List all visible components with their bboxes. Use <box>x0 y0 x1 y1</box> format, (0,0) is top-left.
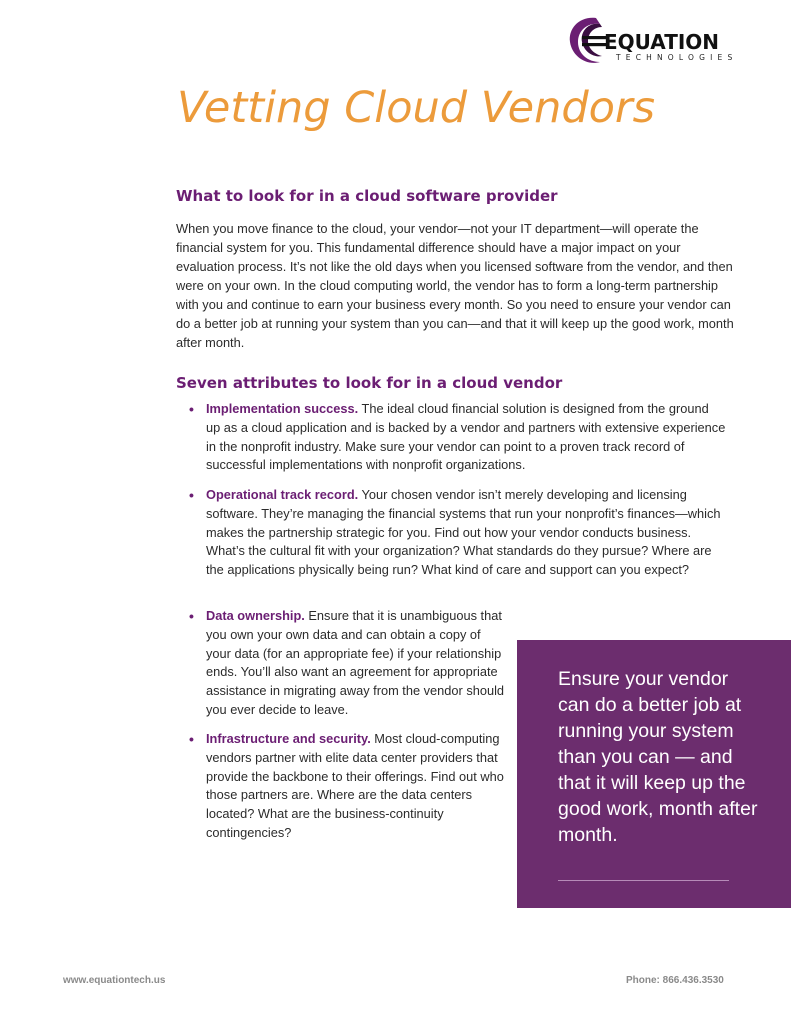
brand-logo <box>566 14 746 70</box>
list-item <box>189 607 506 720</box>
bullet-lead: Data ownership. <box>206 608 305 623</box>
section2-heading: Seven attributes to look for in a cloud vendor <box>176 374 563 392</box>
list-item <box>189 400 726 475</box>
brand-name: EQUATION <box>604 30 720 54</box>
list-item <box>189 730 506 843</box>
bullet-text: The ideal cloud financial solution is designed from the ground up as a cloud application and is backed by a vendor and partners with extensive experience in the nonprofit industry. Make sure your vendor can point to a proven track record of successful implementations with nonprofit organizations. <box>206 401 726 473</box>
footer-phone: Phone: 866.436.3530 <box>626 975 724 986</box>
bullet-text: Ensure that it is unambiguous that you own your own data and can obtain a copy of your data (for an appropriate fee) if your relationship ends. You’ll also want an agreement for appropriate assistance in migrating away from the vendor should you ever decide to leave. <box>206 608 505 717</box>
pull-quote-text: Ensure your vendor can do a better job at running your system than you can — and that it will keep up the good work, month after month. <box>558 668 758 846</box>
list-item <box>189 486 726 580</box>
section1-heading: What to look for in a cloud software provider <box>176 187 558 205</box>
bullet-lead: Operational track record. <box>206 487 359 502</box>
section1-body: When you move finance to the cloud, your vendor—not your IT department—will operate the financial system for you. This fundamental difference should have a major impact on your evaluation process. It’s not like the old days when you licensed software from the vendor, and then were on your own. In the cloud computing world, the vendor has to form a long-term partnership with you and continue to earn your business every month. So you need to ensure your vendor can do a better job at running your system than you can—and that it will keep up the good work, month after month. <box>176 221 734 350</box>
bullet-lead: Infrastructure and security. <box>206 731 371 746</box>
bullet-text: Your chosen vendor isn’t merely developing and licensing software. They’re managing the financial systems that run your nonprofit’s finances—which makes the partnership strategic for you. Find out how your vendor conducts business. What’s the cultural fit with your organization? What standards do they pursue? Where are the applications physically being run? What kind of care and support can you expect? <box>206 487 721 578</box>
bullet-dot-icon: • <box>189 401 194 417</box>
footer-website: www.equationtech.us <box>63 975 166 986</box>
bullet-dot-icon: • <box>189 731 194 747</box>
brand-tagline: TECHNOLOGIES <box>616 53 738 62</box>
pull-quote-callout <box>517 640 791 908</box>
bullet-dot-icon: • <box>189 608 194 624</box>
bullet-text: Most cloud-computing vendors partner with elite data center providers that provide the backbone to their offerings. Find out who those partners are. Where are the data centers located? What are the business-continuity contingencies? <box>206 731 504 840</box>
document-title: Vetting Cloud Vendors <box>177 83 656 133</box>
bullet-dot-icon: • <box>189 487 194 503</box>
bullet-lead: Implementation success. <box>206 401 359 416</box>
callout-divider <box>558 880 729 881</box>
